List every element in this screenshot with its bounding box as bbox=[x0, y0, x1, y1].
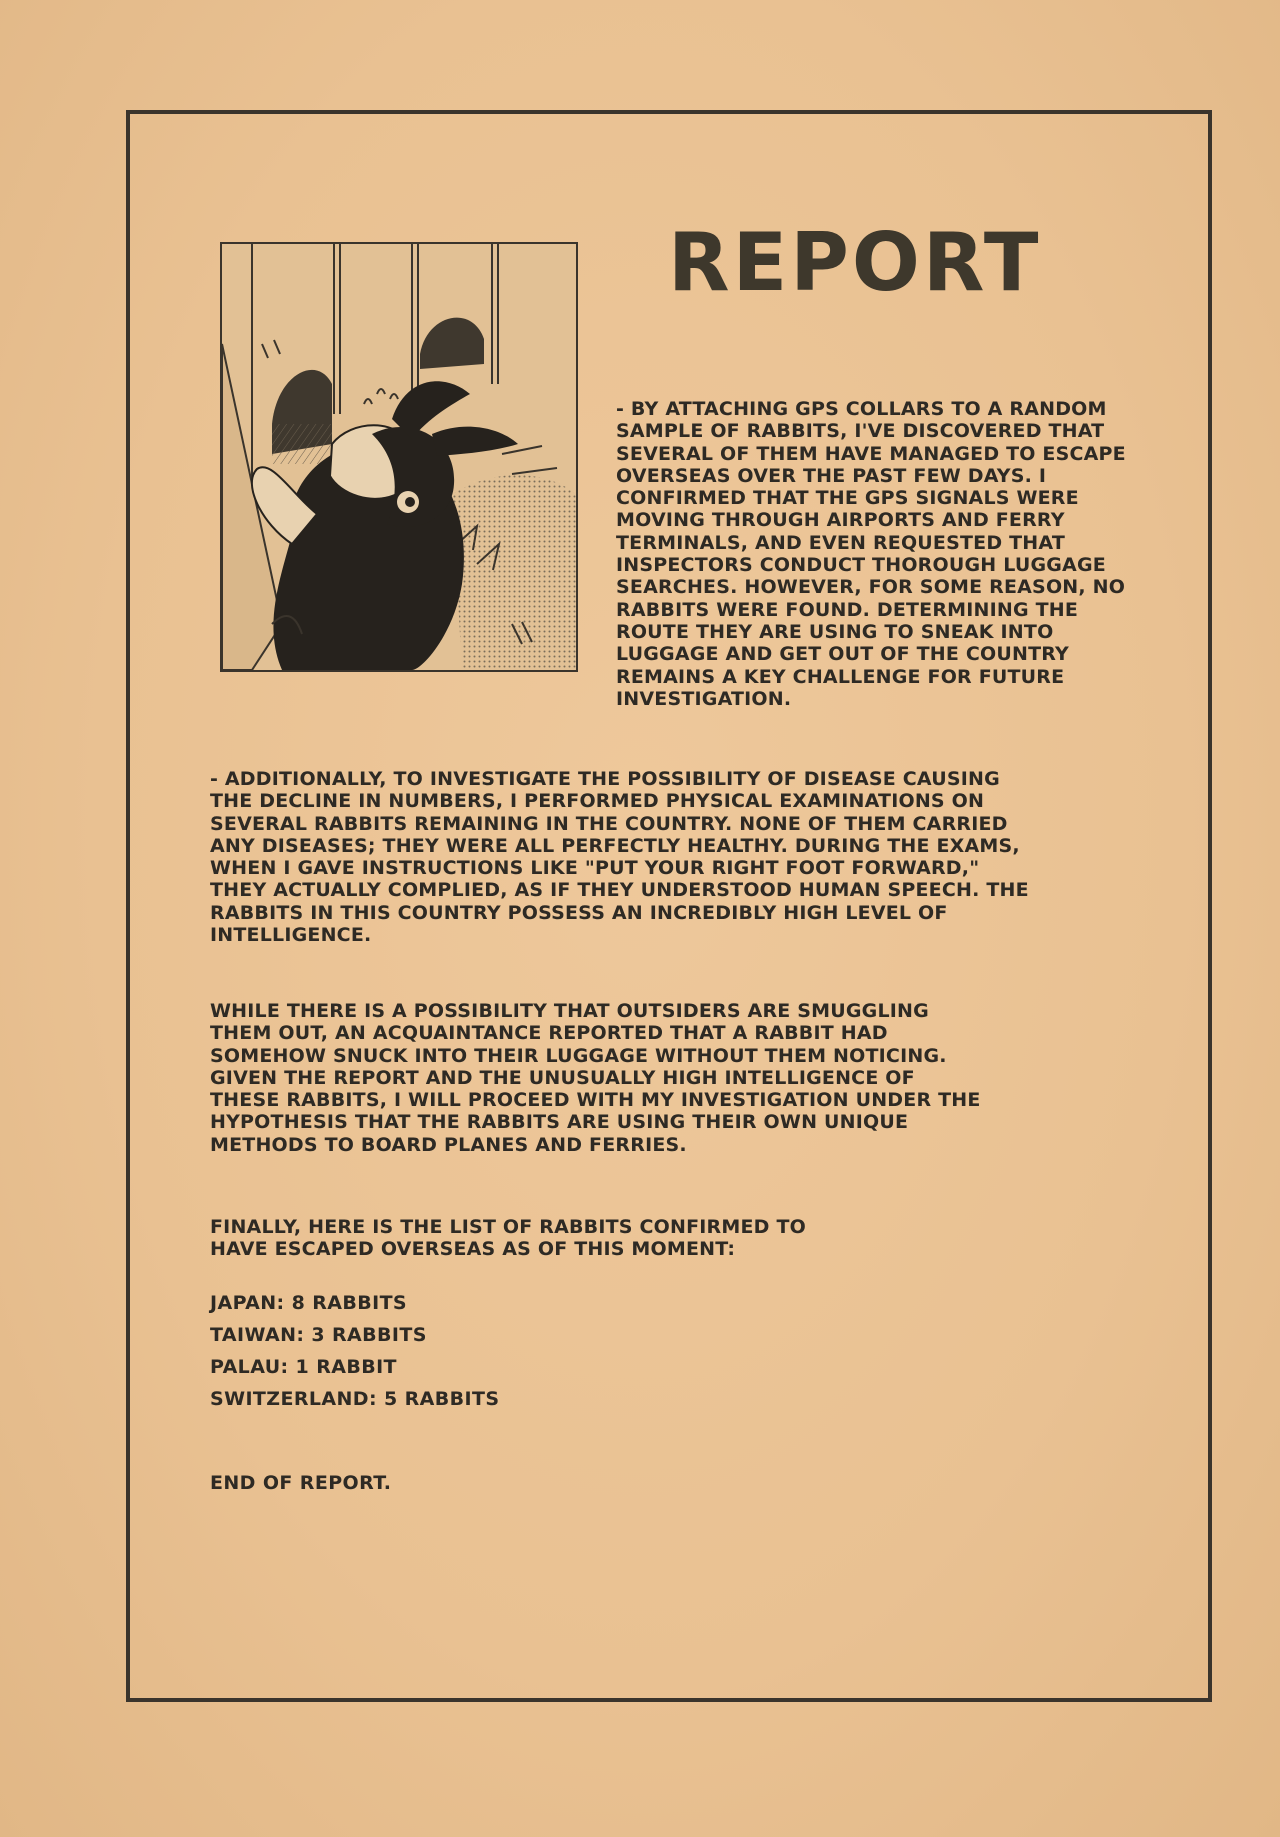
report-title: REPORT bbox=[668, 216, 1042, 309]
report-paragraph-hypothesis: WHILE THERE IS A POSSIBILITY THAT OUTSIDERS ARE SMUGGLING THEM OUT, AN ACQUAINTANCE REPORTED THAT A RABBIT HAD SOMEHOW SNUCK INTO THEIR LUGGAGE WITHOUT THEM NOTICING. GIVEN THE REPORT AND THE UNUSUALLY HIGH INTELLIGENCE OF THESE RABBITS, I WILL PROCEED WITH MY INVESTIGATION UNDER THE HYPOTHESIS THAT THE RABBITS ARE USING THEIR OWN UNIQUE METHODS TO BOARD PLANES AND FERRIES. bbox=[210, 1000, 981, 1156]
report-closing: END OF REPORT. bbox=[210, 1472, 392, 1494]
report-paragraph-gps: - BY ATTACHING GPS COLLARS TO A RANDOM SAMPLE OF RABBITS, I'VE DISCOVERED THAT SEVERAL OF THEM HAVE MANAGED TO ESCAPE OVERSEAS OVER THE PAST FEW DAYS. I CONFIRMED THAT THE GPS SIGNALS WERE MOVING THROUGH AIRPORTS AND FERRY TERMINALS, AND EVEN REQUESTED THAT INSPECTORS CONDUCT THOROUGH LUGGAGE SEARCHES. HOWEVER, FOR SOME REASON, NO RABBITS WERE FOUND. DETERMINING THE ROUTE THEY ARE USING TO SNEAK INTO LUGGAGE AND GET OUT OF THE COUNTRY REMAINS A KEY CHALLENGE FOR FUTURE INVESTIGATION. bbox=[616, 398, 1126, 710]
escape-list-item: TAIWAN: 3 RABBITS bbox=[210, 1324, 427, 1346]
escape-list bbox=[210, 1287, 810, 1415]
report-paragraph-disease: - ADDITIONALLY, TO INVESTIGATE THE POSSIBILITY OF DISEASE CAUSING THE DECLINE IN NUMBERS, I PERFORMED PHYSICAL EXAMINATIONS ON SEVERAL RABBITS REMAINING IN THE COUNTRY. NONE OF THEM CARRIED ANY DISEASES; THEY WERE ALL PERFECTLY HEALTHY. DURING THE EXAMS, WHEN I GAVE INSTRUCTIONS LIKE "PUT YOUR RIGHT FOOT FORWARD," THEY ACTUALLY COMPLIED, AS IF THEY UNDERSTOOD HUMAN SPEECH. THE RABBITS IN THIS COUNTRY POSSESS AN INCREDIBLY HIGH LEVEL OF INTELLIGENCE. bbox=[210, 768, 1029, 947]
report-paragraph-list-intro: FINALLY, HERE IS THE LIST OF RABBITS CONFIRMED TO HAVE ESCAPED OVERSEAS AS OF THIS MOMENT: bbox=[210, 1216, 806, 1261]
escape-list-item: SWITZERLAND: 5 RABBITS bbox=[210, 1388, 500, 1410]
rabbit-illustration bbox=[220, 242, 578, 672]
escape-list-item: PALAU: 1 RABBIT bbox=[210, 1356, 397, 1378]
escape-list-item: JAPAN: 8 RABBITS bbox=[210, 1292, 408, 1314]
